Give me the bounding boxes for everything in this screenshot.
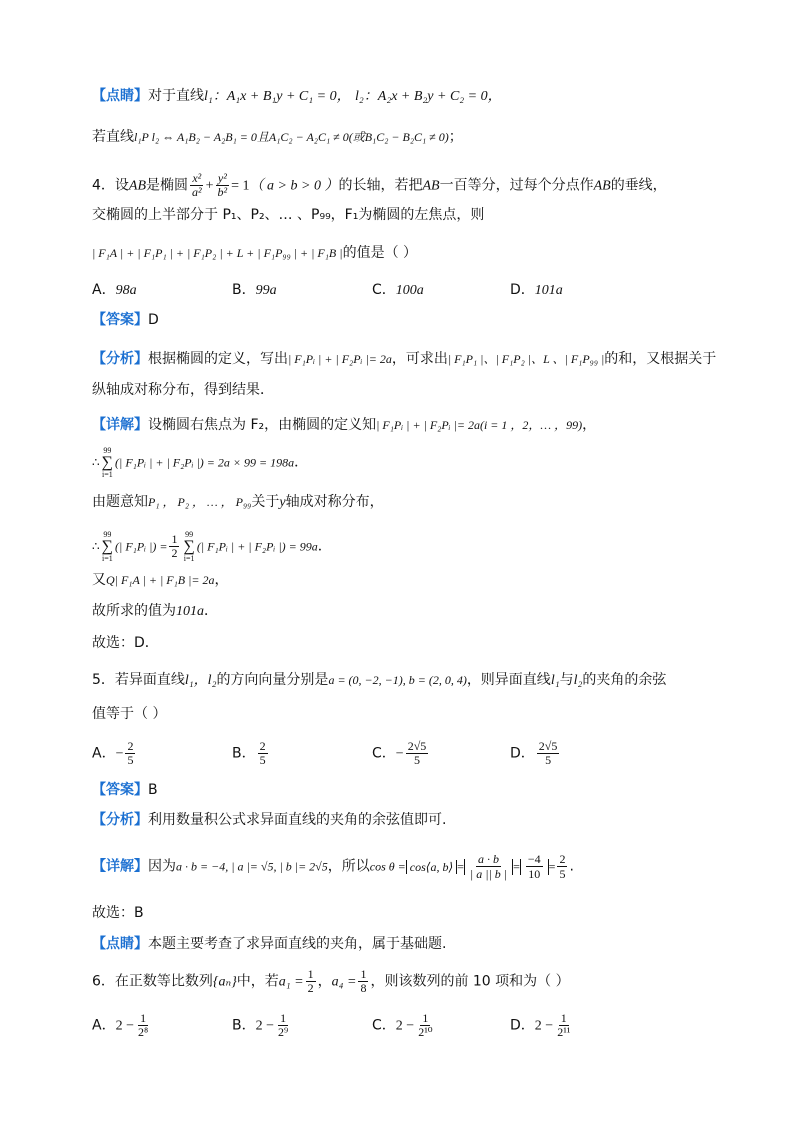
q4-answer: 【答案】D (92, 312, 159, 328)
q4-also: 又Q| F₁A | + | F₁B |= 2a， (92, 572, 229, 588)
q5-detail: 【详解】因为a · b = −4, | a |= √5, | b |= 2√5，所以cos θ = cos⟨a, b⟩ = $\frac{a \cdot b}{| a || b |}$ = $\frac{-4}{10}$ = $\frac{2}{5}$ . (92, 852, 574, 881)
q5-stem-line-2: 值等于（ ） (92, 706, 167, 722)
q4-option-d[interactable]: D．101a (510, 282, 563, 298)
q5-option-c[interactable]: C．− $\frac{2√5}{5}$ (372, 739, 427, 767)
q4-frac-y: $\frac{\text{y²}}{\text{b²}}$ (217, 171, 228, 199)
q5-option-a[interactable]: A．− $\frac{2}{5}$ (92, 739, 134, 767)
q4-stem-line-3: | F₁A | + | F₁P₁ | + | F₁P₂ | + L + | F₁P₉₉ | + | F₁B |的值是（ ） (92, 245, 418, 261)
q4-analysis-line-1: 【分析】根据椭圆的定义，写出| F₁Pᵢ | + | F₂Pᵢ |= 2a，可求出| F₁P₁ |、| F₁P₂ |、L 、| F₁P₉₉ |的和，又根据关于 (92, 351, 717, 367)
q6-stem: 6．在正数等比数列{aₙ}中，若a₁ = $\frac{1}{2}$ ，a₄ = $\frac{1}{8}$ ，则该数列的前 10 项和为（ ） (92, 967, 570, 995)
q6-option-b[interactable]: B．2 − $\frac{1}{\text{2⁹}}$ (232, 1011, 289, 1039)
q4-option-a[interactable]: A．98a (92, 282, 137, 298)
q5-option-d[interactable]: D． $\frac{2√5}{5}$ (510, 739, 558, 767)
q5-choose: 故选：B (92, 905, 144, 921)
note-line-2: 若直线l₁P l₂ ⇔ A₁B₂ − A₂B₁ = 0且A₁C₂ − A₂C₁ ≠ 0(或B₁C₂ − B₂C₁ ≠ 0)； (92, 129, 463, 145)
q5-note: 【点睛】本题主要考查了求异面直线的夹角，属于基础题. (92, 936, 447, 952)
q4-stem-line-2: 交椭圆的上半部分于 P₁、P₂、… 、P₉₉，F₁为椭圆的左焦点，则 (92, 207, 485, 223)
q6-option-d[interactable]: D．2 − $\frac{1}{\text{2¹¹}}$ (510, 1011, 571, 1039)
q4-number: 4． (92, 177, 115, 194)
q4-sum-1: ∴ 99 ∑ i=1 (| F₁Pᵢ | + | F₂Pᵢ |) = 2a × 99 = 198a． (92, 446, 309, 479)
q4-detail-line-1: 【详解】设椭圆右焦点为 F₂，由椭圆的定义知| F₁Pᵢ | + | F₂Pᵢ |= 2a(i = 1 ，2，… ，99)， (92, 417, 597, 433)
q4-choose: 故选：D． (92, 635, 159, 651)
note-line-1: 【点睛】对于直线l₁：A₁x + B₁y + C₁ = 0， l₂：A₂x + B₂y + C₂ = 0， (92, 88, 502, 104)
q6-option-c[interactable]: C．2 − $\frac{1}{\text{2¹⁰}}$ (372, 1011, 433, 1039)
q4-option-b[interactable]: B．99a (232, 282, 277, 298)
q4-symmetry: 由题意知P₁ ， P₂ ， … ， P₉₉关于y轴成对称分布， (92, 494, 384, 510)
q4-frac-x: $\frac{\text{x²}}{\text{a²}}$ (192, 171, 202, 199)
q4-result: 故所求的值为101a． (92, 603, 218, 619)
q5-option-b[interactable]: B． $\frac{2}{5}$ (232, 739, 266, 767)
q6-option-a[interactable]: A．2 − $\frac{1}{\text{2⁸}}$ (92, 1011, 149, 1039)
q5-answer: 【答案】B (92, 782, 158, 798)
note-tag: 【点睛】 (92, 88, 148, 104)
q5-analysis: 【分析】利用数量积公式求异面直线的夹角的余弦值即可. (92, 812, 447, 828)
q4-option-c[interactable]: C．100a (372, 282, 424, 298)
q4-stem-line-1: 4．设AB是椭圆 $\frac{\text{x²}}{\text{a²}}$ + $\frac{\text{y²}}{\text{b²}}$ = 1（ a > b > 0 ）的长轴，若把AB一百等分，过每个分点作AB的垂线， (92, 171, 667, 199)
q5-stem-line-1: 5．若异面直线l₁，l₂的方向向量分别是a = (0, −2, −1), b = (2, 0, 4)，则异面直线l₁与l₂的夹角的余弦 (92, 672, 667, 688)
q4-analysis-line-2: 纵轴成对称分布，得到结果． (92, 382, 274, 398)
q4-sum-2: ∴ 99 ∑ i=1 (| F₁Pᵢ |) = $\frac{1}{2}$ 99 ∑ i=1 (| F₁Pᵢ | + | F₂Pᵢ |) = 99a． (92, 530, 332, 563)
